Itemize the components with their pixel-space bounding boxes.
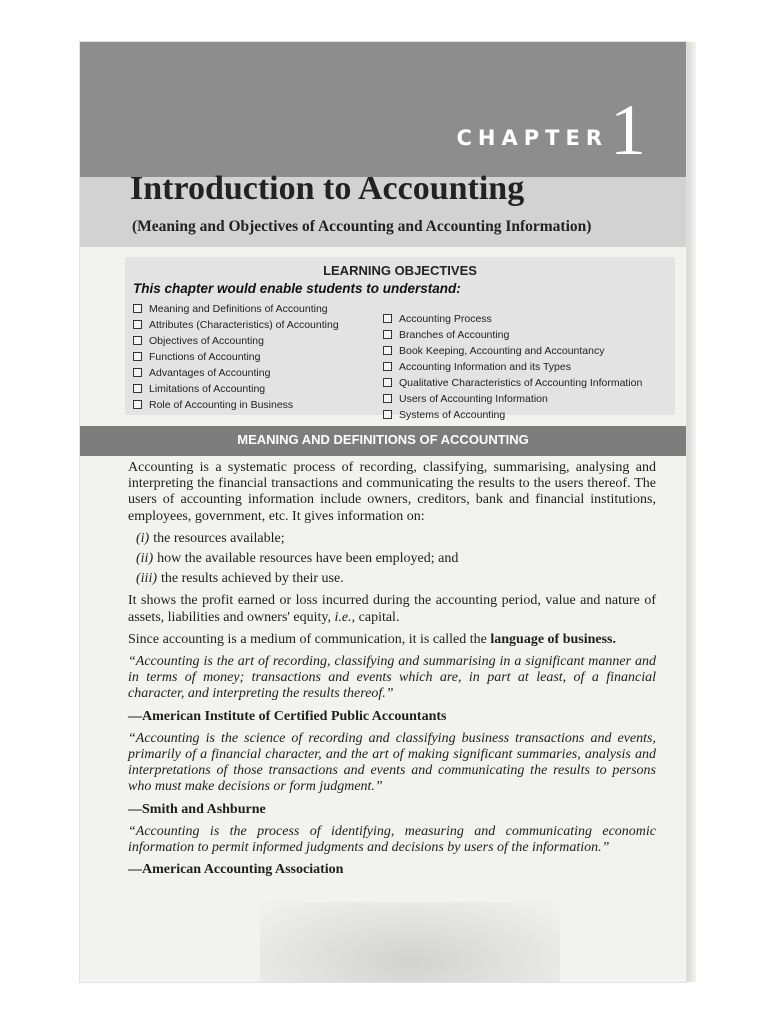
objective-item (133, 365, 339, 381)
checkbox-icon (133, 384, 142, 393)
learning-objectives-heading: LEARNING OBJECTIVES (323, 263, 477, 278)
list-number: (i) (136, 530, 150, 546)
emphasis-text: language of business. (490, 631, 617, 647)
list-number: (ii) (136, 551, 154, 567)
objective-label: Advantages of Accounting (149, 367, 271, 379)
objective-label: Book Keeping, Accounting and Accountancy (399, 345, 605, 357)
section-title: MEANING AND DEFINITIONS OF ACCOUNTING (237, 432, 529, 447)
chapter-number: 1 (610, 90, 646, 170)
objective-label: Branches of Accounting (399, 329, 510, 341)
objective-item (133, 301, 339, 317)
checkbox-icon (383, 314, 392, 323)
info-list (128, 531, 656, 588)
objective-label: Qualitative Characteristics of Accounting Information (399, 377, 643, 389)
objective-item (383, 407, 642, 423)
paragraph-text: Since accounting is a medium of communication, it is called the (128, 631, 487, 647)
section-heading-bar (80, 426, 686, 456)
learning-objectives-intro: This chapter would enable students to understand: (133, 281, 461, 296)
objective-item (133, 333, 339, 349)
objective-label: Users of Accounting Information (399, 393, 548, 405)
checkbox-icon (133, 368, 142, 377)
paragraph (128, 632, 656, 648)
objective-item (383, 343, 642, 359)
objective-item (383, 311, 642, 327)
checkbox-icon (383, 410, 392, 419)
objective-label: Attributes (Characteristics) of Accounting (149, 319, 339, 331)
paragraph: Accounting is a systematic process of recording, classifying, summarising, analysing and interpreting the financial transactions and communicating the results to the users thereof. The users of accounting information include owners, creditors, bank and financial institutions, employees, government, etc. It gives information on: (128, 460, 656, 524)
list-text: the results achieved by their use. (161, 571, 344, 587)
ie-abbreviation: i.e., (334, 609, 356, 625)
objective-item (133, 349, 339, 365)
learning-objectives-box (125, 257, 675, 421)
objective-item (383, 391, 642, 407)
objectives-left-list (133, 301, 339, 413)
checkbox-icon (133, 336, 142, 345)
objective-label: Meaning and Definitions of Accounting (149, 303, 328, 315)
page-edge (686, 42, 696, 982)
list-item (128, 531, 656, 547)
chapter-band (80, 42, 686, 177)
objective-label: Accounting Process (399, 313, 492, 325)
objective-label: Objectives of Accounting (149, 335, 264, 347)
checkbox-icon (133, 320, 142, 329)
objective-label: Limitations of Accounting (149, 383, 266, 395)
photo-shadow (260, 902, 560, 982)
quote-attribution: —Smith and Ashburne (128, 801, 266, 817)
checkbox-icon (383, 378, 392, 387)
checkbox-icon (383, 394, 392, 403)
objective-item (383, 359, 642, 375)
objectives-right-list (383, 311, 642, 423)
definition-quote: “Accounting is the art of recording, classifying and summarising in a significant manner and in terms of money; transactions and events which are, in part at least, of a financial character, and interpreting the results thereof.” (128, 654, 656, 702)
body-text (128, 460, 656, 884)
quote-attribution: —American Institute of Certified Public Accountants (128, 708, 447, 724)
paragraph (128, 593, 656, 625)
objective-label: Role of Accounting in Business (149, 399, 294, 411)
page-title: Introduction to Accounting (130, 170, 525, 207)
list-text: the resources available; (153, 530, 285, 546)
checkbox-icon (383, 362, 392, 371)
chapter-label: CHAPTER (456, 126, 608, 150)
paragraph-text: It shows the profit earned or loss incurred during the accounting period, value and nature of assets, liabilities and owners' equity, (128, 593, 656, 625)
definition-quote: “Accounting is the science of recording and classifying business transactions and events, primarily of a financial character, and the art of making significant summaries, analysis and interpretations of those transactions and events and communicating the results to persons who must make decisions or form judgment.” (128, 730, 656, 795)
objective-label: Functions of Accounting (149, 351, 261, 363)
objective-label: Systems of Accounting (399, 409, 506, 421)
checkbox-icon (383, 330, 392, 339)
checkbox-icon (133, 400, 142, 409)
objective-item (133, 317, 339, 333)
book-page (80, 42, 686, 982)
paragraph-text: capital. (358, 609, 400, 625)
list-item (128, 551, 656, 567)
page-subtitle: (Meaning and Objectives of Accounting and Accounting Information) (132, 218, 592, 235)
list-number: (iii) (136, 571, 157, 587)
objective-label: Accounting Information and its Types (399, 361, 571, 373)
objective-item (383, 375, 642, 391)
quote-attribution: —American Accounting Association (128, 862, 344, 878)
objective-item (133, 381, 339, 397)
list-text: how the available resources have been employed; and (157, 551, 459, 567)
checkbox-icon (133, 304, 142, 313)
objective-item (133, 397, 339, 413)
checkbox-icon (133, 352, 142, 361)
checkbox-icon (383, 346, 392, 355)
definition-quote: “Accounting is the process of identifying, measuring and communicating economic information to permit informed judgments and decisions by users of the information.” (128, 823, 656, 856)
list-item (128, 571, 656, 587)
objective-item (383, 327, 642, 343)
